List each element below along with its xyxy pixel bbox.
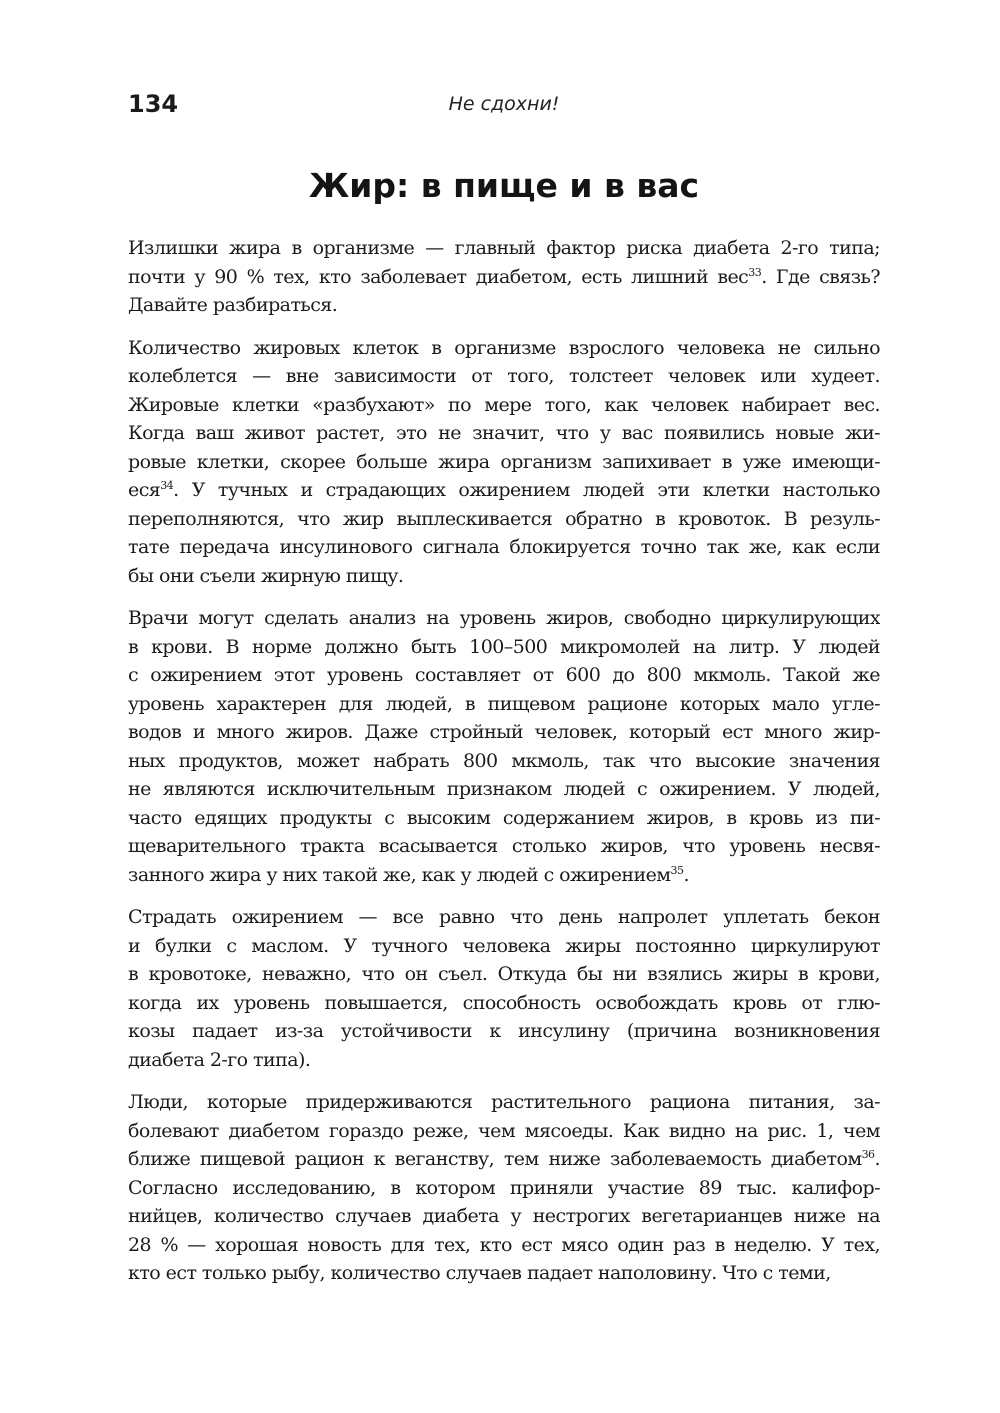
line-text: Согласно исследованию, в котором приняли участие 89 тыс. калифор- — [128, 1176, 880, 1199]
text-line — [128, 604, 880, 633]
paragraph — [128, 234, 880, 320]
text-line — [128, 234, 880, 263]
footnote-ref: 34 — [160, 479, 174, 492]
line-text: уровень характерен для людей, в пищевом рационе которых мало угле- — [128, 692, 880, 715]
line-text: болевают диабетом гораздо реже, чем мясоеды. Как видно на рис. 1, чем — [128, 1119, 880, 1142]
page-number: 134 — [128, 90, 179, 118]
line-text-after-footnote: . У тучных и страдающих ожирением людей эти клетки настолько — [173, 479, 880, 501]
footnote-ref: 36 — [861, 1148, 875, 1161]
text-line — [128, 960, 880, 989]
line-text: бы они съели жирную пищу. — [128, 564, 404, 587]
line-text: ных продуктов, может набрать 800 мкмоль, так что высокие значения — [128, 749, 880, 772]
text-line — [128, 476, 880, 505]
text-line — [128, 362, 880, 391]
text-line — [128, 690, 880, 719]
text-line — [128, 747, 880, 776]
text-line — [128, 633, 880, 662]
text-line — [128, 1231, 880, 1260]
line-text: щеварительного тракта всасывается столько жиров, что уровень несвя- — [128, 835, 880, 857]
text-line — [128, 448, 880, 477]
line-text: водов и много жиров. Даже стройный человек, который ест много жир- — [128, 721, 880, 743]
text-line — [128, 533, 880, 562]
line-text-after-footnote: . Где связь? — [761, 265, 880, 288]
text-line — [128, 1046, 880, 1075]
text-line — [128, 832, 880, 861]
paragraph — [128, 334, 880, 591]
line-text: и булки с маслом. У тучного человека жиры постоянно циркулируют — [128, 934, 880, 957]
paragraph — [128, 604, 880, 889]
text-line — [128, 263, 880, 292]
line-text: 28 % — хорошая новость для тех, кто ест мясо один раз в неделю. У тех, — [128, 1233, 880, 1256]
line-text: Давайте разбираться. — [128, 294, 338, 316]
footnote-ref: 33 — [748, 265, 762, 279]
line-text-after-footnote: . — [874, 1148, 880, 1170]
line-text: колеблется — вне зависимости от того, толстеет человек или худеет. — [128, 365, 880, 387]
text-line — [128, 291, 880, 320]
text-line — [128, 989, 880, 1018]
text-line — [128, 419, 880, 448]
text-line — [128, 562, 880, 591]
line-text: Излишки жира в организме — главный фактор риска диабета 2-го типа; — [128, 237, 880, 259]
line-text-after-footnote: . — [683, 863, 689, 886]
text-line — [128, 1259, 880, 1288]
line-text: тате передача инсулинового сигнала блокируется точно так же, как если — [128, 536, 880, 558]
line-text: ровые клетки, скорее больше жира организм запихивает в уже имеющи- — [128, 450, 880, 473]
line-text: в крови. В норме должно быть 100–500 микромолей на литр. У людей — [128, 635, 880, 658]
text-line — [128, 1202, 880, 1231]
line-text: Страдать ожирением — все равно что день напролет уплетать бекон — [128, 906, 880, 928]
line-text: козы падает из-за устойчивости к инсулину (причина возникновения — [128, 1020, 880, 1042]
line-text: еся — [128, 479, 161, 501]
line-text: Жировые клетки «разбухают» по мере того, как человек набирает вес. — [128, 393, 880, 416]
line-text: Врачи могут сделать анализ на уровень жиров, свободно циркулирующих — [128, 607, 880, 629]
line-text: занного жира у них такой же, как у людей с ожирением — [128, 863, 671, 886]
text-line — [128, 1117, 880, 1146]
line-text: Когда ваш живот растет, это не значит, что у вас появились новые жи- — [128, 422, 880, 444]
line-text: часто едящих продукты с высоким содержанием жиров, в кровь из пи- — [128, 806, 880, 829]
line-text: переполняются, что жир выплескивается обратно в кровоток. В резуль- — [128, 507, 880, 530]
text-line — [128, 505, 880, 534]
body-text — [128, 234, 880, 1302]
text-line — [128, 391, 880, 420]
text-line — [128, 718, 880, 747]
text-line — [128, 775, 880, 804]
line-text: ближе пищевой рацион к веганству, тем ниже заболеваемость диабетом — [128, 1148, 862, 1170]
text-line — [128, 932, 880, 961]
text-line — [128, 1145, 880, 1174]
line-text: в кровотоке, неважно, что он съел. Откуда бы ни взялись жиры в крови, — [128, 963, 880, 985]
line-text: диабета 2-го типа). — [128, 1048, 311, 1071]
text-line — [128, 804, 880, 833]
line-text: не являются исключительным признаком людей с ожирением. У людей, — [128, 778, 880, 800]
line-text: кто ест только рыбу, количество случаев падает наполовину. Что с теми, — [128, 1262, 831, 1284]
text-line — [128, 661, 880, 690]
footnote-ref: 35 — [670, 863, 684, 877]
line-text: нийцев, количество случаев диабета у нестрогих вегетарианцев ниже на — [128, 1205, 880, 1227]
line-text: Люди, которые придерживаются растительного рациона питания, за- — [128, 1091, 880, 1113]
paragraph — [128, 1088, 880, 1288]
running-title: Не сдохни! — [448, 93, 560, 115]
line-text: когда их уровень повышается, способность освобождать кровь от глю- — [128, 991, 880, 1014]
text-line — [128, 1174, 880, 1203]
text-line — [128, 334, 880, 363]
text-line — [128, 903, 880, 932]
line-text: Количество жировых клеток в организме взрослого человека не сильно — [128, 336, 880, 359]
text-line — [128, 1088, 880, 1117]
paragraph — [128, 903, 880, 1074]
page-header — [128, 86, 880, 122]
line-text: с ожирением этот уровень составляет от 600 до 800 мкмоль. Такой же — [128, 664, 880, 686]
text-line — [128, 1017, 880, 1046]
line-text: почти у 90 % тех, кто заболевает диабетом, есть лишний вес — [128, 265, 749, 288]
chapter-title: Жир: в пище и в вас — [308, 166, 700, 205]
text-line — [128, 861, 880, 890]
